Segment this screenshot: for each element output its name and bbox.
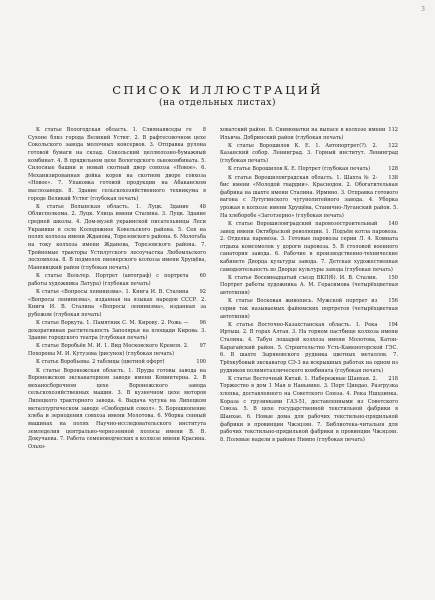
illustration-entry bbox=[28, 204, 206, 273]
entry-text: К статье Воробьёв М. И. 1. Вид Московского Кремля. 2. Похороны М. И. Кутузова (рисунок) (глубокая печать) bbox=[28, 343, 189, 358]
page-title: СПИСОК ИЛЛЮСТРАЦИЙ bbox=[112, 83, 323, 97]
illustration-entry bbox=[220, 143, 398, 166]
entry-text: К статье Ворошилов К. Е. Портрет (глубокая печать) bbox=[228, 166, 371, 173]
entry-text: К статье Восточный Китай. 1. Набережные Шанхая. 2. Торжество в дом 1 Мая в Наньнине. 3. Порт Циндао. Разгрузка хлопка, доставленного на Советского Союза. 4. Река Ншцзинка. Кораза с грузинками ГАЗ-51, доставленными из Советского Союза. 5. В цехе государственной текстильной фабрики в Шанхае. 6. Новые дома для рабочих текстильно-прядильной фабрики в провинции Чжэцзян. 7. Библиотека-читальня для рабочих текстильно-прядильной фабрики в провинции Чжэцзян. 8. Полевые надели в районе Нимпо (глубокая печать) bbox=[220, 375, 398, 443]
illustration-entry bbox=[28, 289, 206, 320]
entry-text: К статье Вологодская область. 1. Слиянаявседы ге Сухоне близ города Великий Устюг. 2. В рафтесовочном цехе Сокольского завода молочных консервов. 3. Отправка рулона готовой бумаги на склад. Сокольский целлюлозно-бумажный комбинат. 4. В прядильном цехе Вологодского льнокомбината. 5. Силосные башни и новый скотный двор совхоза «Новое». 6. Механизированная дойка коров на скотном дворе совхоза «Новое». 7. Упаковка готовой продукции на Абаканском маслозаводе. 8. Здание сельскохозяйственного техникума в городе Великий Устюг (глубокая печать) bbox=[28, 127, 206, 202]
illustration-entry bbox=[220, 322, 398, 375]
entry-page-number: 8 bbox=[192, 127, 206, 135]
illustration-entry bbox=[220, 298, 398, 321]
entry-text: К статье Ворошилов К. Е. 1. Автопортрет(?). 2. Казанский собор. Ленинград. 3. Горный институт. Ленинград (глубокая печать) bbox=[220, 142, 398, 165]
entry-text: К статье Восемнадцатый съезд ВКП(б). И. В. Сталин. Портрет работы художника А. М. Герасимова (четырёхцветная автотипия) bbox=[220, 274, 398, 297]
page-corner-mark: 3 bbox=[421, 6, 425, 13]
entry-page-number: 218 bbox=[377, 376, 398, 384]
entry-page-number: 60 bbox=[189, 273, 206, 281]
left-column bbox=[28, 127, 206, 452]
entry-text: К статье Ворошиловградская область. 1. Шахта № 2-бис имени «Молодой гвардии». Краснодон. 2. Обогатительная фабрика на шахте имени Сталина. Ирмино. 3. Отправка готового вагона с Лутугинского чугунолитейного завода. 4. Уборка урожая в колхозе имени Хрущёва, Станично-Луганский район. 5. На хлеборобе «Заготзерно» (глубокая печать) bbox=[220, 174, 398, 219]
right-column bbox=[220, 127, 398, 445]
entry-page-number: 128 bbox=[377, 166, 398, 174]
entry-page-number: 92 bbox=[189, 289, 206, 297]
entry-page-number: 150 bbox=[377, 275, 398, 283]
entry-page-number: 112 bbox=[385, 127, 398, 135]
entry-text: К статье «Вопросы ленинизма». 1. Книга И. В. Сталина «Вопросы ленинизма», изданная на языках народов СССР. 2. Книги И. В. Сталина «Вопросы ленинизма», изданная за рубежом (глубокая печать) bbox=[28, 288, 206, 318]
entry-page-number: 100 bbox=[185, 359, 206, 367]
illustration-entry bbox=[220, 175, 398, 221]
illustration-entry bbox=[220, 275, 398, 298]
entry-text: К статье Восточно-Казахстанская область. 1. Река Иртыш. 2. В горах Алтая. 3. На горном пастбище колхоза имени Сталина. 4. Табун лошадей колхоза имени Молотова, Катон-Карагайский район. 5. Строительство Усть-Каменогорской ГЭС. 6. В шахте Зыряновского рудника цветных металлов. 7. Трёхкубовый экскаватор СЭ-3 на вскрышных работах на одном из рудников полиметаллического комбината (глубокая печать) bbox=[220, 321, 398, 374]
illustration-entry bbox=[220, 221, 398, 274]
entry-page-number: 48 bbox=[189, 204, 206, 212]
illustration-entry bbox=[220, 166, 398, 174]
entry-text: К статье Воркута. 1. Памятник С. М. Кирову. 2. Рожь — декоративная растительность Заполярья на площади Кирова. 3. Здание городского театра (глубокая печать) bbox=[28, 320, 206, 342]
page-subtitle: (на отдельных листах) bbox=[159, 98, 276, 108]
entry-page-number: 122 bbox=[377, 143, 398, 151]
entry-text: К статье Восковая живопись. Мужской портрет из серии так называемых файюмских портретов (четырёхцветная автотипия) bbox=[220, 298, 398, 320]
entry-page-number: 96 bbox=[189, 320, 206, 328]
illustration-entry bbox=[28, 273, 206, 288]
illustration-entry bbox=[28, 359, 206, 367]
illustration-entry bbox=[220, 376, 398, 445]
illustration-entry bbox=[28, 368, 206, 452]
entry-text: К статье Воробьевы. 2 таблицы (цветной офорт) bbox=[36, 359, 165, 366]
entry-page-number: 140 bbox=[377, 221, 398, 229]
entry-text: К статье Волынская область. 1. Луцк. Здание Облисполкома. 2. Луцк. Улица имени Сталина. 3. Луцк. Здание средней школы. 4. Дом-музей украинской писательницы Леси Украинки в селе Колодяжное Ковельского района. 5. Сев на полях колхоза имени Жданова, Торезовского района. 6. Молотьба на току колхоза имени Жданова, Торезовского района. 7. Тройномые тракторы Устилугского лесоучастка Любомльского лесхомхоза. 8. В подмолох пионерского колхоза имени Хрущёва, Маневицкий район (глубокая печать) bbox=[28, 203, 206, 271]
illustration-entry bbox=[28, 320, 206, 343]
illustration-entry bbox=[220, 127, 398, 142]
entry-text: К статье Вольтер. Портрет (автограф) с портрета работы художника Латура) (глубокая печать) bbox=[28, 273, 189, 287]
entry-text: К статье Ворошиловградский паровозостроительный завод имени Октябрьской революции. 1. Подъём котла паровоза. 2. Отделка паровоза. 3. Готовые паровозы серии Л. 4. Комната отдыха комсомолок у дороги паровоза. 5. В столовой военного санатория завода. 6. Рабочие в производственно-технические кабинете Дворца культуры завода. 7. Детская художественная самодеятельность во Дворце культуры завода (глубокая печать) bbox=[220, 220, 398, 273]
illustration-entry bbox=[28, 343, 206, 358]
entry-text: ховатский район. 8. Снимоматки на выпасе в колхозе имени Ильича. Добринский район (глубокая печать) bbox=[220, 127, 386, 141]
entry-page-number: 194 bbox=[377, 322, 398, 330]
entry-page-number: 156 bbox=[377, 298, 398, 306]
illustration-entry bbox=[28, 127, 206, 203]
entry-page-number: 138 bbox=[377, 175, 398, 183]
entry-page-number: 97 bbox=[189, 343, 206, 351]
entry-text: К статье Воронежская область. 1. Пруды готовы завода на Воронежском экскаваторном заводе имени Коминтерна. 2. В механосборочном цехе Воронежского завода сельскохозяйственных машин. 3. В кузнечном цехе моторов Липецкого тракторного завода. 4. Выдача чугуна на Липецком металлургическом заводе «Свободный сокол». 5. Борошнопение хлеба и зернодения совхоза имени Молотова. 6. Уборка сенный машинах на полях Научно-исследовательского института земледелия центрально-черноземной полосы имени В. В. Докучаева. 7. Работа семеноводческих в колхозе имени Красина. Ольхо- bbox=[28, 367, 206, 450]
